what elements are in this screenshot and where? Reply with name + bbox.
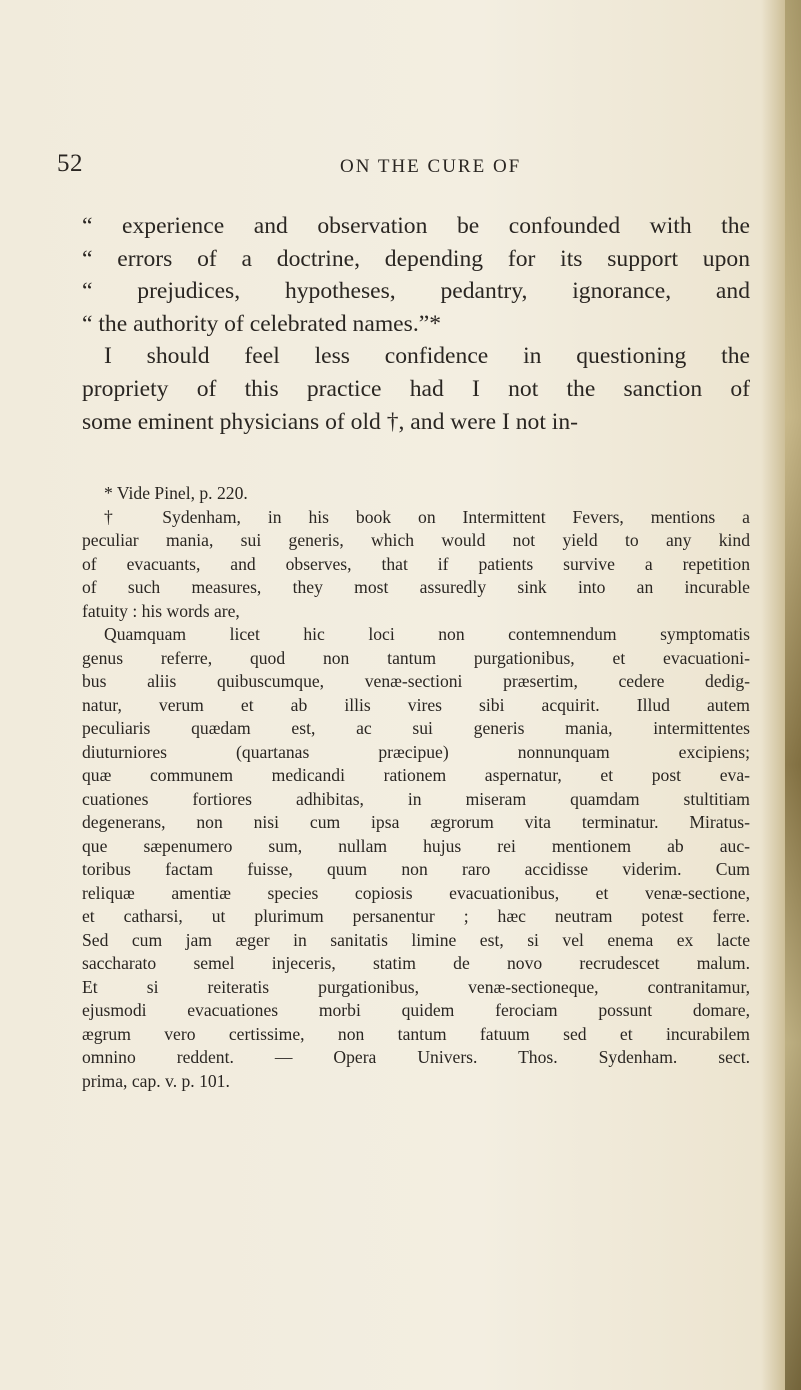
body-line: “ the authority of celebrated names.”* (82, 310, 441, 337)
footnote-line: genus referre, quod non tantum purgationibus, et evacuationi- (82, 647, 750, 668)
footnote-line: of such measures, they most assuredly sink into an incurable (82, 577, 750, 597)
footnote-line: et catharsi, ut plurimum persanentur ; hæc neutram potest ferre. (82, 906, 750, 926)
page-header (0, 150, 801, 190)
footnote-line: ægrum vero certissime, non tantum fatuum sed et incurabilem (82, 1023, 750, 1044)
footnote-line: † Sydenham, in his book on Intermittent Fevers, mentions a (104, 506, 750, 527)
page-edge-shadow (785, 0, 801, 1390)
footnote-line: diuturniores (quartanas præcipue) nonnunquam excipiens; (82, 741, 750, 762)
footnote-line: Et si reiteratis purgationibus, venæ-sectioneque, contranitamur, (82, 976, 750, 997)
footnote-line: Quamquam licet hic loci non contemnendum symptomatis (104, 624, 750, 644)
footnote-line: prima, cap. v. p. 101. (82, 1070, 230, 1091)
body-text (82, 210, 750, 438)
footnote-line: * Vide Pinel, p. 220. (104, 483, 248, 503)
footnote-line: omnino reddent. — Opera Univers. Thos. Sydenham. sect. (82, 1047, 750, 1067)
body-line: “ errors of a doctrine, depending for its support upon (82, 245, 750, 272)
body-line: some eminent physicians of old †, and were I not in- (82, 408, 579, 435)
footnote-line: degenerans, non nisi cum ipsa ægrorum vita terminatur. Miratus- (82, 812, 750, 832)
body-line: “ prejudices, hypotheses, pedantry, ignorance, and (82, 278, 750, 305)
footnote-line: cuationes fortiores adhibitas, in miseram quamdam stultitiam (82, 788, 750, 809)
footnote-line: ejusmodi evacuationes morbi quidem ferociam possunt domare, (82, 1000, 750, 1020)
footnote-line: peculiaris quædam est, ac sui generis mania, intermittentes (82, 718, 750, 738)
running-head: ON THE CURE OF (340, 156, 522, 177)
footnote-line: reliquæ amentiæ species copiosis evacuationibus, et venæ-sectione, (82, 882, 750, 903)
footnote-line: que sæpenumero sum, nullam hujus rei mentionem ab auc- (82, 835, 750, 856)
body-line: I should feel less confidence in questioning the (104, 343, 750, 370)
footnote-line: peculiar mania, sui generis, which would not yield to any kind (82, 530, 750, 550)
footnote-line: saccharato semel injeceris, statim de novo recrudescet malum. (82, 953, 750, 973)
body-line: propriety of this practice had I not the sanction of (82, 375, 750, 402)
body-line: “ experience and observation be confounded with the (82, 213, 750, 239)
page-number: 52 (57, 150, 83, 177)
footnotes (82, 482, 750, 1093)
footnote-line: natur, verum et ab illis vires sibi acquirit. Illud autem (82, 694, 750, 715)
footnote-line: toribus factam fuisse, quum non raro accidisse viderim. Cum (82, 859, 750, 879)
footnote-line: quæ communem medicandi rationem aspernatur, et post eva- (82, 765, 750, 785)
footnote-line: fatuity : his words are, (82, 600, 240, 621)
footnote-line: bus aliis quibuscumque, venæ-sectioni præsertim, cedere dedig- (82, 671, 750, 691)
footnote-line: of evacuants, and observes, that if patients survive a repetition (82, 553, 750, 574)
footnote-line: Sed cum jam æger in sanitatis limine est, si vel enema ex lacte (82, 929, 750, 950)
